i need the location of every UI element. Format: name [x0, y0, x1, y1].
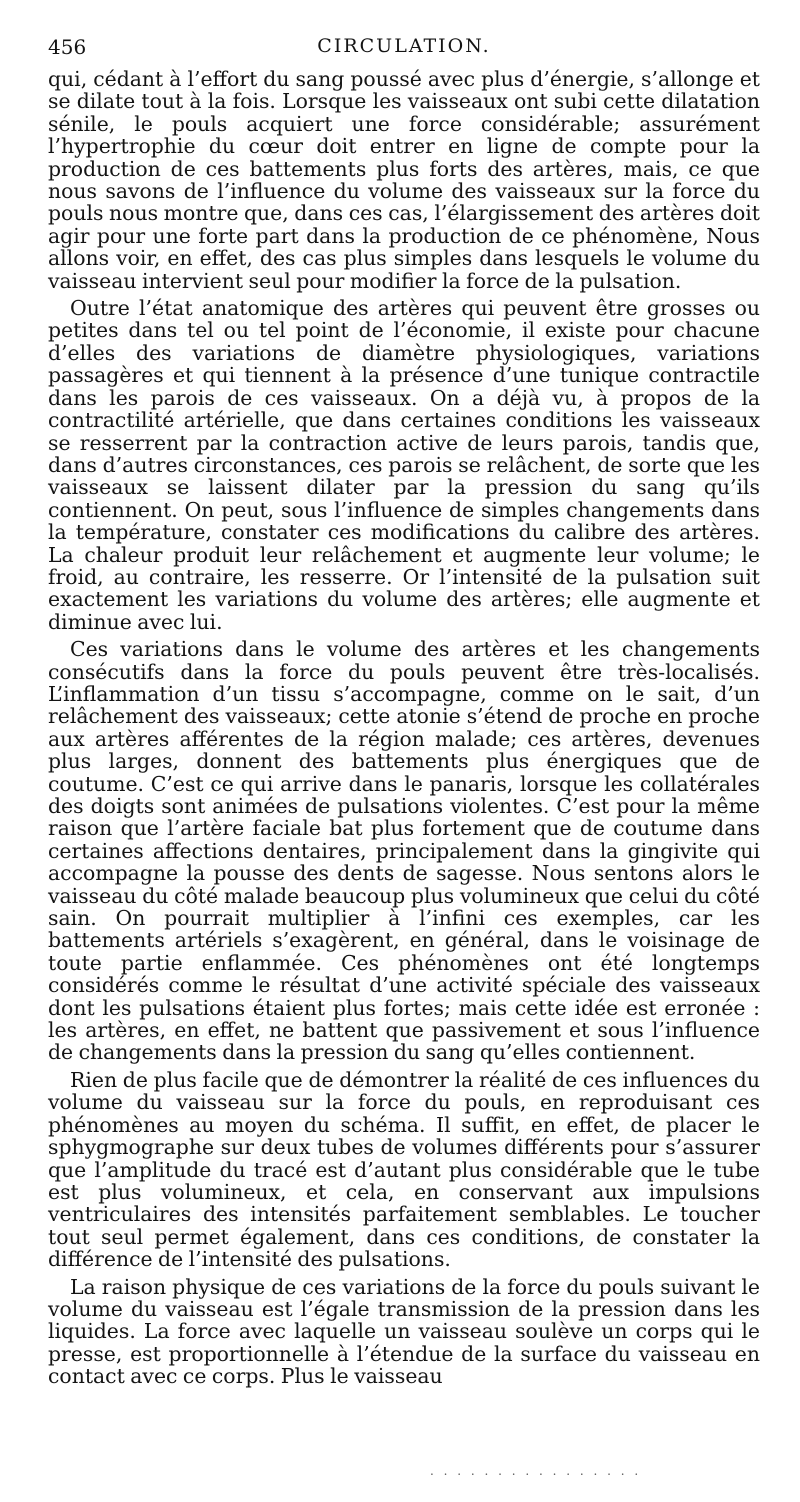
- paragraph-4: Rien de plus facile que de démontrer la réalité de ces influences du volume du vaisseau sur la force du pouls, en reproduisant ces phénomènes au moyen du schéma. Il suffit, en effet, de placer le sphygmographe sur deux tubes de volumes différents pour s’assurer que l’amplitude du tracé est d’autant plus considérable que le tube est plus volumineux, et cela, en conservant aux impulsions ventriculaires des intensités parfaitement semblables. Le toucher tout seul permet également, dans ces conditions, de constater la différence de l’intensité des pulsations.: [48, 1067, 760, 1272]
- paragraph-3: Ces variations dans le volume des artères et les changements consécutifs dans la force du pouls peuvent être très-localisés. L’inflammation d’un tissu s’accompagne, comme on le sait, d’un relâchement des vaisseaux; cette atonie s’étend de proche en proche aux artères afférentes de la région malade; ces artères, devenues plus larges, donnent des battements plus énergiques que de coutume. C’est ce qui arrive dans le panaris, lorsque les collatérales des doigts sont animées de pulsations violentes. C’est pour la même raison que l’artère faciale bat plus fortement que de coutume dans certaines affections dentaires, principalement dans la gingivite qui accompagne la pousse des dents de sagesse. Nous sentons alors le vaisseau du côté malade beaucoup plus volumineux que celui du côté sain. On pourrait multiplier à l’infini ces exemples, car les battements artériels s’exagèrent, en général, dans le voisinage de toute partie enflammée. Ces phénomènes ont été longtemps considérés comme le résultat d’une activité spéciale des vaisseaux dont les pulsations étaient plus fortes; mais cette idée est erronée : les artères, en effet, ne battent que passivement et sous l’influence de changements dans la pression du sang qu’elles contiennent.: [48, 637, 760, 1065]
- page-number: 456: [48, 35, 87, 59]
- running-title: CIRCULATION.: [317, 35, 491, 57]
- page-header: [48, 35, 760, 65]
- paragraph-2: Outre l’état anatomique des artères qui peuvent être grosses ou petites dans tel ou tel point de l’économie, il existe pour chacune d’elles des variations de diamètre physiologiques, variations passagères et qui tiennent à la présence d’une tunique contractile dans les parois de ces vaisseaux. On a déjà vu, à propos de la contractilité artérielle, que dans certaines conditions les vaisseaux se resserrent par la contraction active de leurs parois, tandis que, dans d’autres circonstances, ces parois se relâchent, de sorte que les vaisseaux se laissent dilater par la pression du sang qu’ils contiennent. On peut, sous l’influence de simples changements dans la température, constater ces modifications du calibre des artères. La chaleur produit leur relâchement et augmente leur volume; le froid, au contraire, les resserre. Or l’intensité de la pulsation suit exactement les variations du volume des artères; elle augmente et diminue avec lui.: [48, 296, 760, 634]
- footer-marks: . . . . . . . . . . . . . . . .: [430, 1464, 642, 1478]
- paragraph-1: qui, cédant à l’effort du sang poussé avec plus d’énergie, s’allonge et se dilate tout à la fois. Lorsque les vaisseaux ont subi cette dilatation sénile, le pouls acquiert une force considérable; assurément l’hypertrophie du cœur doit entrer en ligne de compte pour la production de ces battements plus forts des artères, mais, ce que nous savons de l’influence du volume des vaisseaux sur la force du pouls nous montre que, dans ces cas, l’élargissement des artères doit agir pour une forte part dans la production de ce phénomène, Nous allons voir, en effet, des cas plus simples dans lesquels le volume du vaisseau intervient seul pour modifier la force de la pulsation.: [48, 67, 760, 293]
- paragraph-5: La raison physique de ces variations de la force du pouls suivant le volume du vaisseau est l’égale transmission de la pression dans les liquides. La force avec laquelle un vaisseau soulève un corps qui le presse, est proportionnelle à l’étendue de la surface du vaisseau en contact avec ce corps. Plus le vaisseau: [48, 1274, 760, 1389]
- body-text: [48, 68, 760, 1388]
